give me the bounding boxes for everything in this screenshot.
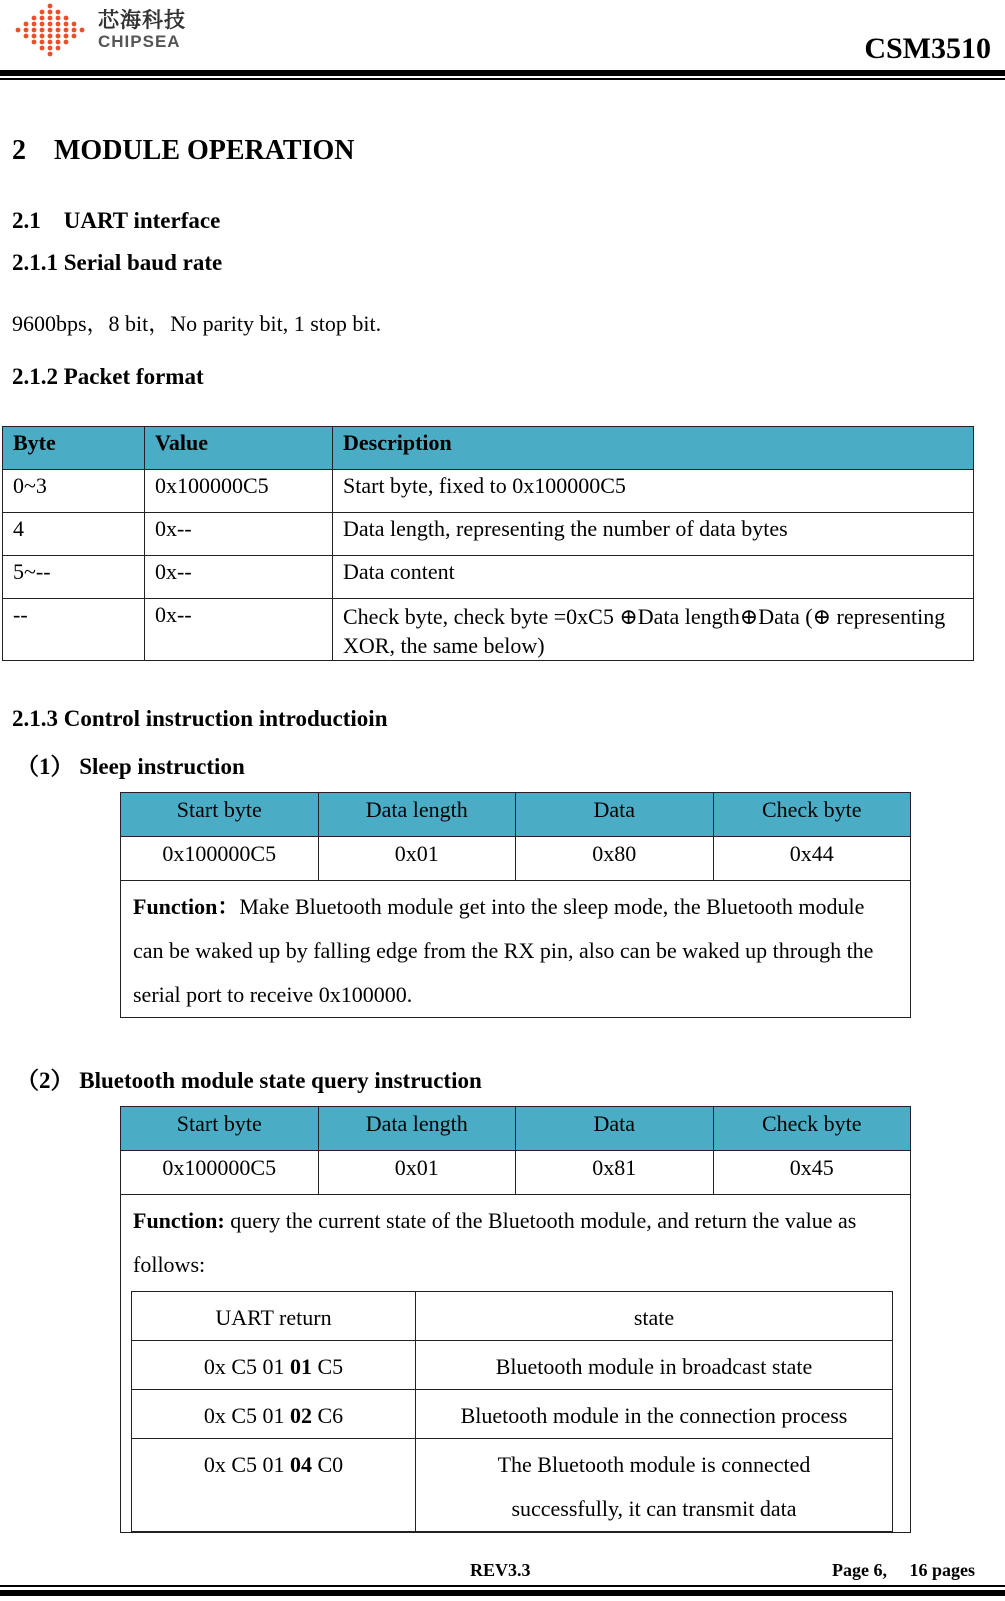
- table-cell: 0x100000C5: [145, 470, 333, 513]
- return-checksum: C5: [312, 1354, 344, 1379]
- header-cell: Start byte: [121, 1107, 319, 1151]
- table-cell: [132, 1439, 416, 1532]
- table-cell: 5~--: [3, 556, 145, 599]
- subsection-title-baud: 2.1.1 Serial baud rate: [12, 250, 223, 275]
- function-description: [121, 1195, 911, 1533]
- table-cell: 0x44: [713, 837, 911, 881]
- table-row: [121, 1151, 911, 1195]
- table-cell: 0x01: [318, 837, 516, 881]
- table-row: [3, 556, 974, 599]
- logo-chinese-text: 芯海科技: [98, 8, 186, 32]
- state-query-table: [120, 1106, 911, 1533]
- table-cell: Start byte, fixed to 0x100000C5: [333, 470, 974, 513]
- sleep-instruction-table: [120, 792, 911, 1018]
- table-cell: 0x100000C5: [121, 1151, 319, 1195]
- header-cell: Data: [516, 1107, 714, 1151]
- table-cell: --: [3, 599, 145, 661]
- header-cell: Start byte: [121, 793, 319, 837]
- subsection-title-uart: 2.1 UART interface: [12, 208, 221, 233]
- header-cell: Data length: [318, 1107, 516, 1151]
- section-title: 2 MODULE OPERATION: [12, 135, 355, 166]
- table-cell: 0x--: [145, 513, 333, 556]
- return-prefix: 0x C5 01: [203, 1403, 290, 1428]
- return-state-code: 02: [290, 1403, 312, 1428]
- table-header-row: [132, 1292, 893, 1341]
- table-cell: 0x100000C5: [121, 837, 319, 881]
- table-cell: Data content: [333, 556, 974, 599]
- state-query-title: （2） Bluetooth module state query instruction: [16, 1068, 482, 1093]
- footer-rule: [0, 1590, 1005, 1596]
- table-row: [3, 470, 974, 513]
- table-cell: [132, 1390, 416, 1439]
- sleep-instruction-title: （1） Sleep instruction: [16, 754, 245, 779]
- header-cell: Data length: [318, 793, 516, 837]
- baud-rate-text: 9600bps，8 bit，No parity bit, 1 stop bit.: [12, 311, 382, 336]
- subsection-title-packet: 2.1.2 Packet format: [12, 364, 204, 389]
- table-row: [3, 513, 974, 556]
- function-description: [121, 881, 911, 1018]
- table-cell: [132, 1341, 416, 1390]
- table-row: [3, 599, 974, 661]
- footer-rule-thin: [0, 1585, 1005, 1587]
- table-cell: 0x01: [318, 1151, 516, 1195]
- logo-english-text: CHIPSEA: [98, 32, 181, 51]
- table-row: [132, 1341, 893, 1390]
- return-state-code: 01: [290, 1354, 312, 1379]
- header-rule: [0, 70, 1005, 76]
- table-header-row: [121, 793, 911, 837]
- return-prefix: 0x C5 01: [203, 1354, 290, 1379]
- header-cell: Data: [516, 793, 714, 837]
- function-text: query the current state of the Bluetooth module, and return the value as follows:: [133, 1208, 857, 1277]
- table-row: [121, 837, 911, 881]
- table-cell: 0x80: [516, 837, 714, 881]
- header-cell: state: [416, 1292, 893, 1341]
- logo-mark-icon: [14, 0, 94, 62]
- table-cell: The Bluetooth module is connected successfully, it can transmit data: [416, 1439, 893, 1532]
- function-row: [121, 881, 911, 1018]
- header-cell: Check byte: [713, 1107, 911, 1151]
- table-cell: Bluetooth module in broadcast state: [416, 1341, 893, 1390]
- function-row: [121, 1195, 911, 1533]
- header-cell: Description: [333, 427, 974, 470]
- page-number: Page 6, 16 pages: [832, 1560, 975, 1580]
- uart-return-table: [131, 1291, 893, 1532]
- table-cell: 0x81: [516, 1151, 714, 1195]
- table-cell: Bluetooth module in the connection process: [416, 1390, 893, 1439]
- function-label: Function:: [133, 1208, 225, 1233]
- header-cell: Byte: [3, 427, 145, 470]
- header-rule-thin: [0, 78, 1005, 80]
- return-checksum: C6: [312, 1403, 344, 1428]
- return-state-code: 04: [290, 1452, 312, 1477]
- function-text: Make Bluetooth module get into the sleep mode, the Bluetooth module can be waked up by falling edge from the RX pin, also can be waked up through the serial port to receive 0x100000.: [133, 894, 874, 1007]
- table-row: [132, 1390, 893, 1439]
- header-cell: UART return: [132, 1292, 416, 1341]
- return-prefix: 0x C5 01: [203, 1452, 290, 1477]
- table-header-row: [3, 427, 974, 470]
- function-label: Function：: [133, 894, 240, 919]
- table-row: [132, 1439, 893, 1532]
- table-cell: 0~3: [3, 470, 145, 513]
- table-cell: Check byte, check byte =0xC5 ⊕Data length⊕Data (⊕ representing XOR, the same below): [333, 599, 974, 661]
- document-code: CSM3510: [864, 32, 991, 65]
- header-cell: Check byte: [713, 793, 911, 837]
- table-cell: 0x45: [713, 1151, 911, 1195]
- header-cell: Value: [145, 427, 333, 470]
- return-checksum: C0: [312, 1452, 344, 1477]
- chipsea-logo: [14, 0, 204, 62]
- table-cell: 4: [3, 513, 145, 556]
- table-cell: Data length, representing the number of data bytes: [333, 513, 974, 556]
- table-cell: 0x--: [145, 599, 333, 661]
- revision-label: REV3.3: [470, 1560, 531, 1580]
- table-cell: 0x--: [145, 556, 333, 599]
- subsection-title-control: 2.1.3 Control instruction introductioin: [12, 706, 388, 731]
- packet-format-table: [2, 426, 974, 661]
- table-header-row: [121, 1107, 911, 1151]
